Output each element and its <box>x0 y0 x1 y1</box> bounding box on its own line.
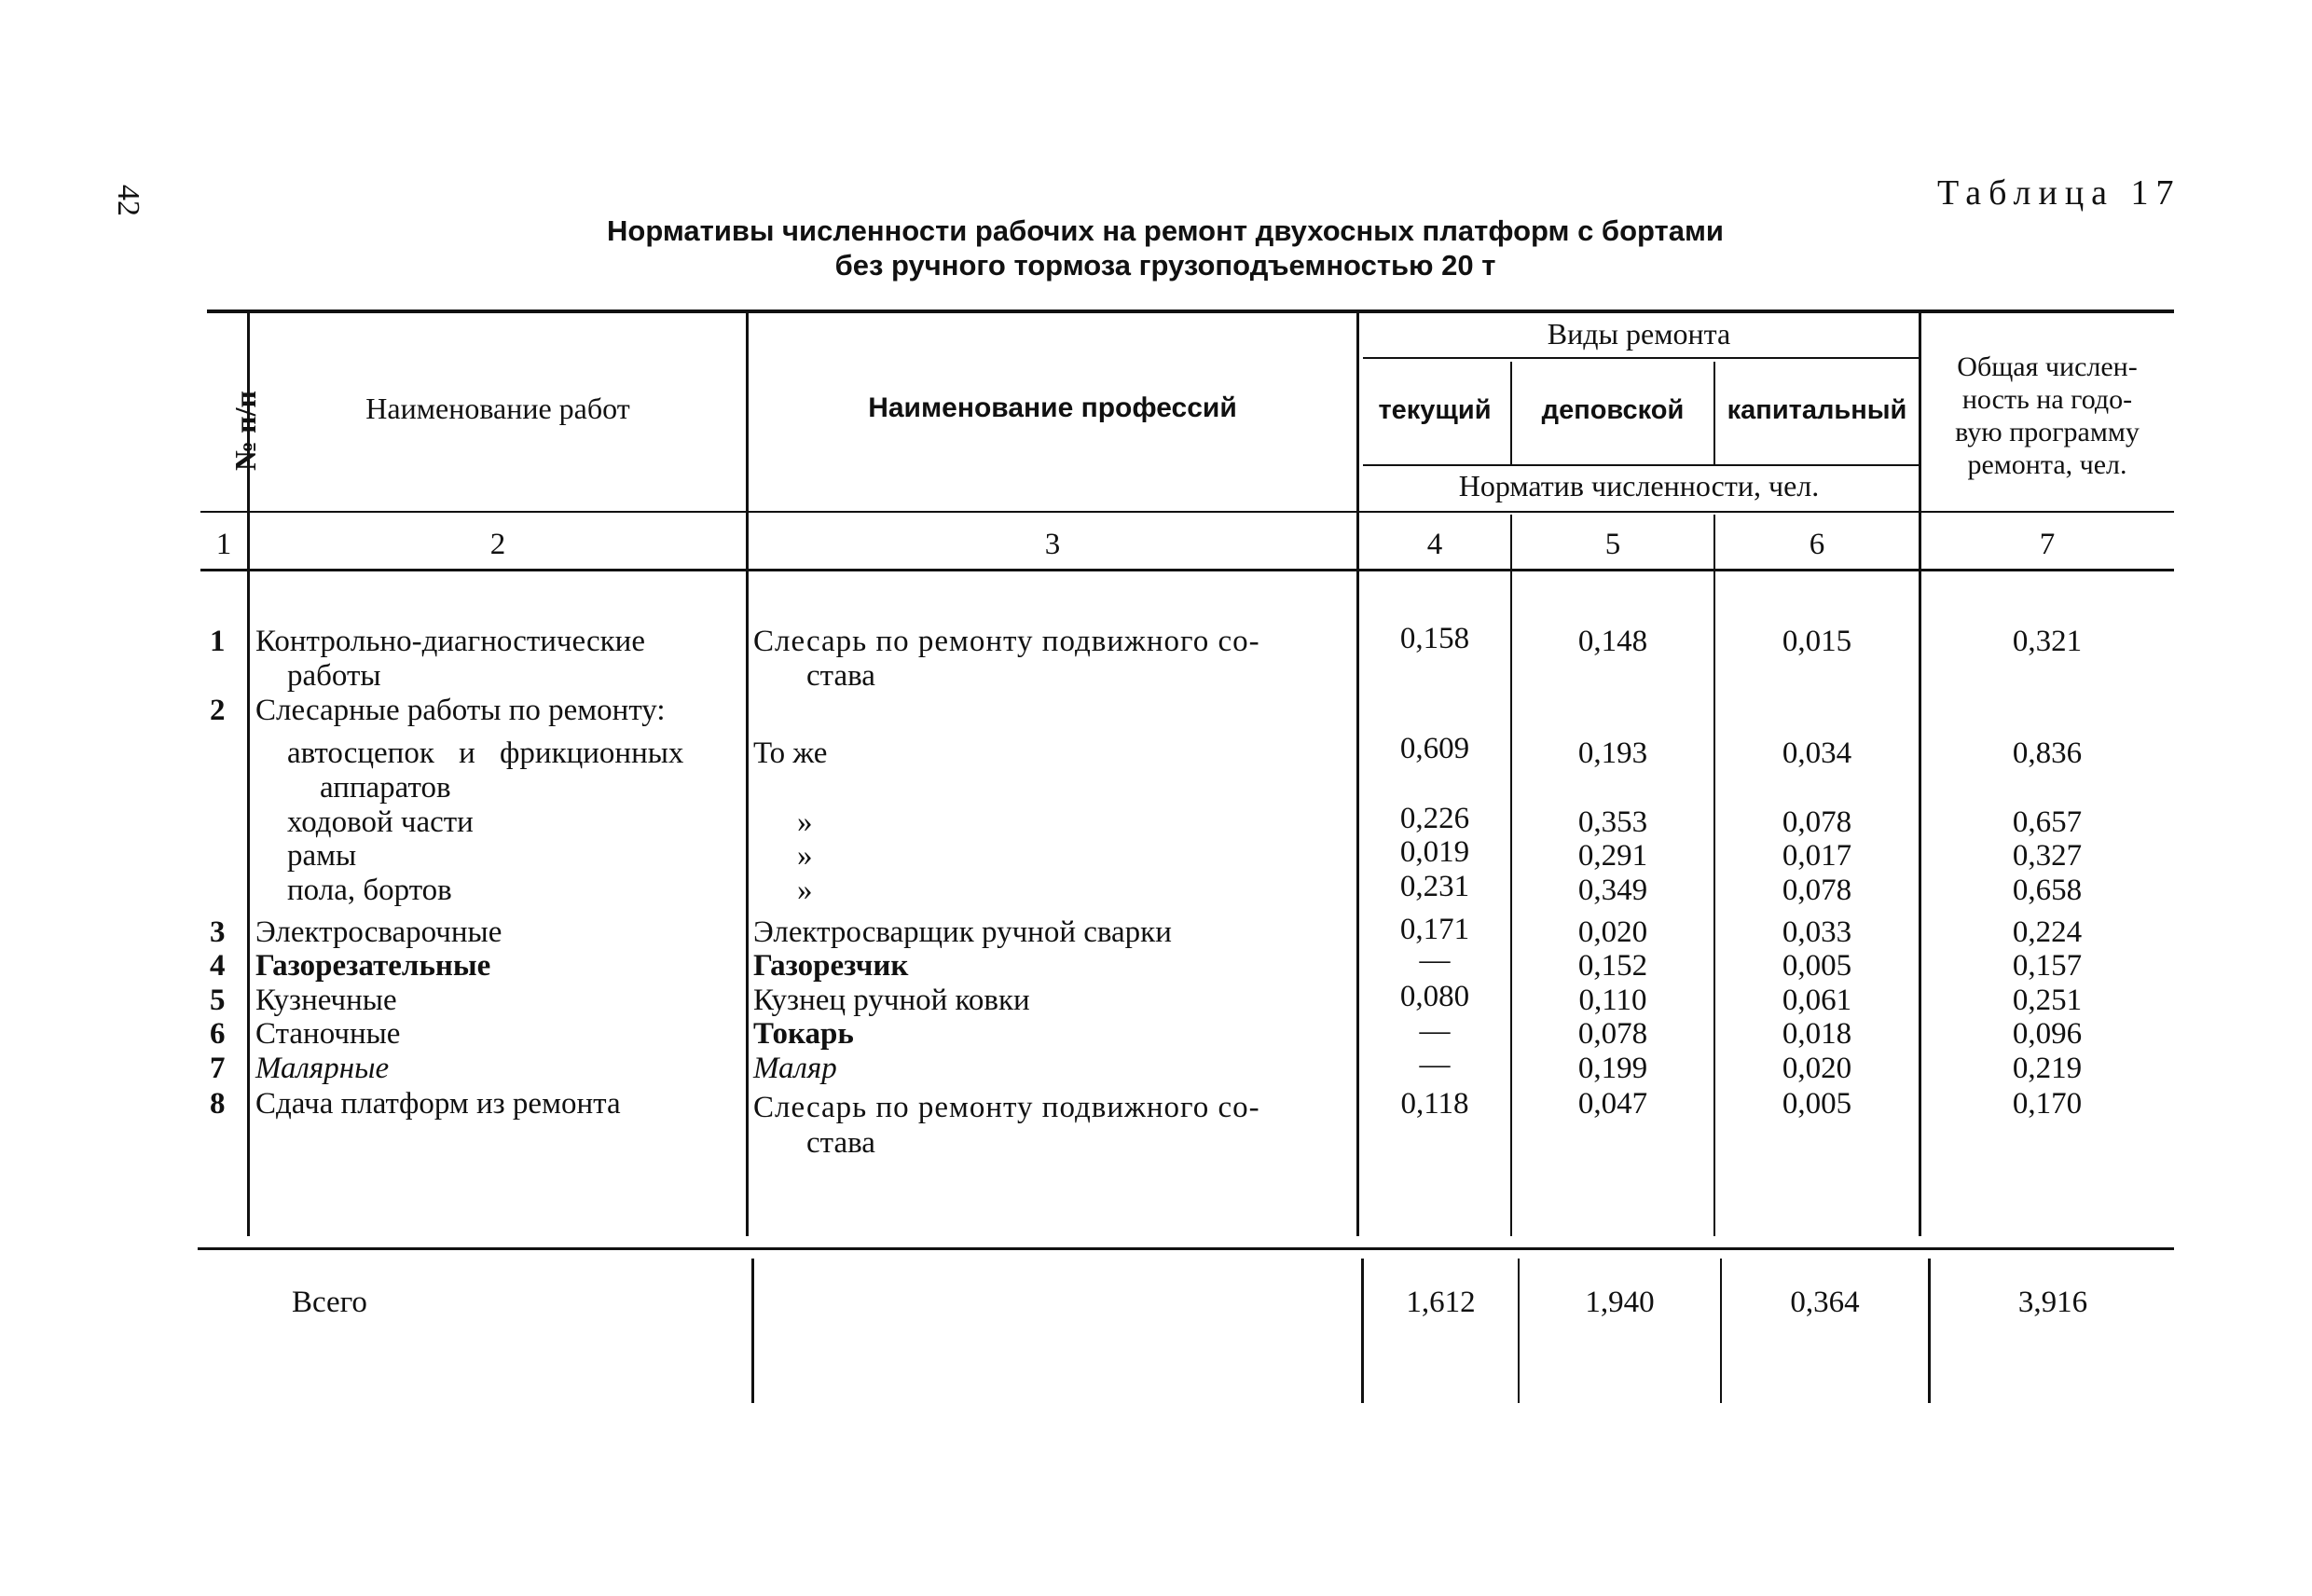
value-capital: 0,015 <box>1782 625 1852 658</box>
value-depot: 0,353 <box>1577 805 1648 839</box>
work-name-cont: работы <box>287 659 381 693</box>
row-number: 7 <box>210 1052 226 1085</box>
profession-name: Кузнец ручной ковки <box>753 984 1030 1017</box>
header-norm: Норматив численности, чел. <box>1458 469 1820 502</box>
total-capital: 0,364 <box>1790 1286 1860 1319</box>
header-total-line-1: Общая числен- <box>1957 351 2138 382</box>
work-name: Электросварочные <box>255 915 502 949</box>
header-profession: Наименование профессий <box>868 392 1237 423</box>
work-name: пола, бортов <box>287 874 452 907</box>
value-depot: 0,020 <box>1577 915 1648 949</box>
total-total: 3,916 <box>2017 1286 2088 1319</box>
table-title-line-1: Нормативы численности рабочих на ремонт двухосных платформ с бортами <box>607 214 1724 247</box>
profession-name: Маляр <box>753 1052 837 1085</box>
total-label: Всего <box>292 1286 367 1319</box>
value-current: 0,118 <box>1400 1087 1469 1121</box>
value-total: 0,658 <box>2012 874 2083 907</box>
value-current: — <box>1419 1014 1451 1048</box>
row-number: 5 <box>210 984 226 1017</box>
header-depot: деповской <box>1541 395 1685 425</box>
value-total: 0,219 <box>2012 1052 2083 1085</box>
work-name: автосцепок и фрикционных <box>287 736 684 770</box>
value-capital: 0,034 <box>1782 736 1852 770</box>
value-depot: 0,047 <box>1577 1087 1648 1121</box>
value-current: 0,080 <box>1399 980 1470 1013</box>
col-number: 5 <box>1604 528 1621 561</box>
value-capital: 0,061 <box>1782 984 1852 1017</box>
col-number: 3 <box>1044 528 1061 561</box>
col-number: 1 <box>215 528 232 561</box>
value-total: 0,224 <box>2012 915 2083 949</box>
col-number: 6 <box>1809 528 1825 561</box>
header-current: текущий <box>1378 395 1492 425</box>
work-name: Слесарные работы по ремонту: <box>255 694 666 727</box>
value-capital: 0,018 <box>1782 1017 1852 1051</box>
value-total: 0,251 <box>2012 984 2083 1017</box>
page-number: 42 <box>111 185 145 216</box>
value-total: 0,170 <box>2012 1087 2083 1121</box>
value-depot: 0,199 <box>1577 1052 1648 1085</box>
work-name: рамы <box>287 839 357 873</box>
work-name: Газорезательные <box>255 949 491 983</box>
value-current: 0,609 <box>1399 732 1470 765</box>
value-capital: 0,020 <box>1782 1052 1852 1085</box>
value-capital: 0,005 <box>1782 1087 1852 1121</box>
value-capital: 0,078 <box>1782 805 1852 839</box>
work-name: Сдача платформ из ремонта <box>255 1087 621 1121</box>
header-total <box>1921 351 2173 481</box>
work-name: ходовой части <box>287 805 474 839</box>
header-repair-types: Виды ремонта <box>1547 317 1731 351</box>
work-name-cont: аппаратов <box>320 771 451 805</box>
value-depot: 0,148 <box>1577 625 1648 658</box>
value-total: 0,836 <box>2012 736 2083 770</box>
ditto-mark: » <box>797 805 813 839</box>
value-total: 0,321 <box>2012 625 2083 658</box>
value-total: 0,096 <box>2012 1017 2083 1051</box>
col-number: 7 <box>2039 528 2056 561</box>
value-capital: 0,078 <box>1782 874 1852 907</box>
value-current: 0,226 <box>1399 802 1470 835</box>
value-current: — <box>1419 943 1451 977</box>
profession-name-cont: става <box>806 659 875 693</box>
value-depot: 0,152 <box>1577 949 1648 983</box>
total-current: 1,612 <box>1406 1286 1476 1319</box>
header-total-line-2: ность на годо- <box>1961 384 2133 415</box>
row-number: 2 <box>210 694 226 727</box>
header-capital: капитальный <box>1727 395 1907 425</box>
value-capital: 0,005 <box>1782 949 1852 983</box>
work-name: Контрольно-диагностические <box>255 625 645 658</box>
value-total: 0,327 <box>2012 839 2083 873</box>
profession-name: Газорезчик <box>753 949 909 983</box>
profession-name: Слесарь по ремонту подвижного со- <box>753 625 1260 658</box>
header-total-line-4: ремонта, чел. <box>1967 449 2127 480</box>
value-capital: 0,033 <box>1782 915 1852 949</box>
total-depot: 1,940 <box>1585 1286 1655 1319</box>
ditto-mark: » <box>797 874 813 907</box>
header-total-line-3: вую программу <box>1955 417 2140 447</box>
profession-name: Слесарь по ремонту подвижного со- <box>753 1091 1260 1124</box>
ditto-mark: » <box>797 839 813 873</box>
header-work: Наименование работ <box>365 392 630 425</box>
col-number: 4 <box>1426 528 1443 561</box>
profession-name: Токарь <box>753 1017 854 1051</box>
value-capital: 0,017 <box>1782 839 1852 873</box>
value-total: 0,657 <box>2012 805 2083 839</box>
col-number: 2 <box>489 528 506 561</box>
value-depot: 0,193 <box>1577 736 1648 770</box>
row-number: 3 <box>210 915 226 949</box>
work-name: Малярные <box>255 1052 390 1085</box>
value-depot: 0,349 <box>1577 874 1648 907</box>
row-number: 8 <box>210 1087 226 1121</box>
row-number: 6 <box>210 1017 226 1051</box>
value-current: 0,231 <box>1399 870 1470 903</box>
profession-name: То же <box>753 736 828 770</box>
table-label: Таблица 17 <box>1937 173 2181 213</box>
work-name: Кузнечные <box>255 984 397 1017</box>
value-depot: 0,110 <box>1578 984 1647 1017</box>
value-current: 0,171 <box>1399 913 1470 946</box>
value-total: 0,157 <box>2012 949 2083 983</box>
value-depot: 0,291 <box>1577 839 1648 873</box>
profession-name-cont: става <box>806 1126 875 1160</box>
value-current: 0,158 <box>1399 622 1470 655</box>
row-number: 4 <box>210 949 226 983</box>
value-current: — <box>1419 1048 1451 1081</box>
work-name: Станочные <box>255 1017 401 1051</box>
value-current: 0,019 <box>1399 835 1470 869</box>
row-number: 1 <box>210 625 226 658</box>
value-depot: 0,078 <box>1577 1017 1648 1051</box>
header-num: № п/п <box>228 391 262 471</box>
table-title-line-2: без ручного тормоза грузоподъемностью 20 т <box>834 249 1496 282</box>
profession-name: Электросварщик ручной сварки <box>753 915 1172 949</box>
